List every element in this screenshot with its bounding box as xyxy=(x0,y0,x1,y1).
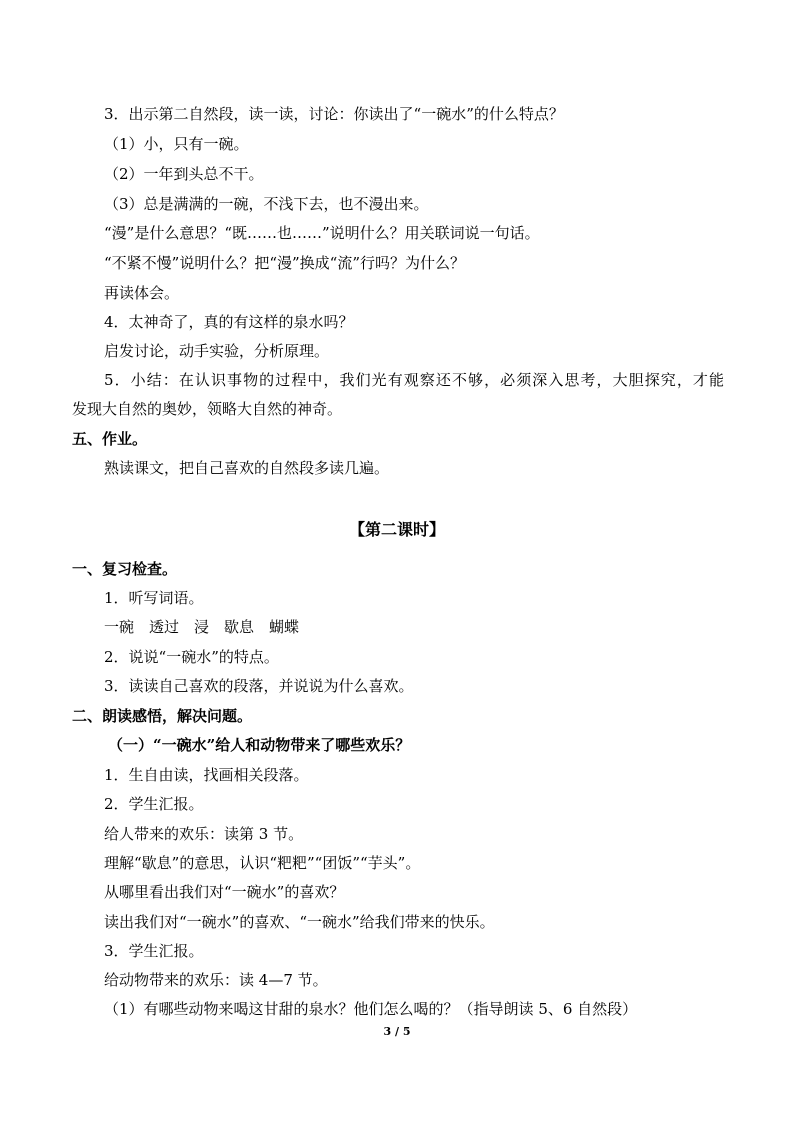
paragraph-line: 理解“歇息”的意思，认识“粑粑”“团饭”“芋头”。 xyxy=(104,854,421,872)
paragraph-line: 发现大自然的奥妙，领略大自然的神奇。 xyxy=(72,400,343,418)
paragraph-line: 3．出示第二自然段，读一读，讨论：你读出了“一碗水”的什么特点？ xyxy=(104,105,564,123)
paragraph-line: 启发讨论，动手实验，分析原理。 xyxy=(104,342,330,360)
paragraph-line: 给动物带来的欢乐：读 4—7 节。 xyxy=(104,971,328,989)
paragraph-line: “漫”是什么意思？“既……也……”说明什么？用关联词说一句话。 xyxy=(104,224,540,242)
paragraph-line: 2．说说“一碗水”的特点。 xyxy=(104,648,279,666)
paragraph-line: 熟读课文，把自己喜欢的自然段多读几遍。 xyxy=(104,459,390,477)
section-heading: 五、作业。 xyxy=(72,430,148,448)
paragraph-line: （1）有哪些动物来喝这甘甜的泉水？他们怎么喝的？（指导朗读 5、6 自然段） xyxy=(104,1000,638,1018)
paragraph-line: （2）一年到头总不干。 xyxy=(104,165,264,183)
paragraph-line: （1）小，只有一碗。 xyxy=(104,135,249,153)
paragraph-line: 1．生自由读，找画相关段落。 xyxy=(104,766,309,784)
paragraph-line: 2．学生汇报。 xyxy=(104,795,204,813)
paragraph-line: （3）总是满满的一碗，不浅下去，也不漫出来。 xyxy=(104,195,429,213)
paragraph-line: 读出我们对“一碗水”的喜欢、“一碗水”给我们带来的快乐。 xyxy=(104,913,495,931)
lesson-title: 【第二课时】 xyxy=(348,520,445,539)
section-heading: 一、复习检查。 xyxy=(72,560,178,578)
section-heading: 二、朗读感悟，解决问题。 xyxy=(72,707,253,725)
paragraph-line: 从哪里看出我们对“一碗水”的喜欢？ xyxy=(104,883,345,901)
subsection-heading: （一）“一碗水”给人和动物带来了哪些欢乐？ xyxy=(108,736,411,754)
page-number: 3 / 5 xyxy=(383,1025,411,1038)
paragraph-line: 再读体会。 xyxy=(104,284,180,302)
paragraph-line: 3．学生汇报。 xyxy=(104,942,204,960)
paragraph-line: 4．太神奇了，真的有这样的泉水吗？ xyxy=(104,313,354,331)
paragraph-line: 5．小结：在认识事物的过程中，我们光有观察还不够，必须深入思考，大胆探究，才能 xyxy=(104,371,724,389)
paragraph-line: 3．读读自己喜欢的段落，并说说为什么喜欢。 xyxy=(104,677,414,695)
vocabulary-line: 一碗 透过 浸 歇息 蝴蝶 xyxy=(104,618,300,636)
paragraph-line: 给人带来的欢乐：读第 3 节。 xyxy=(104,825,304,843)
paragraph-line: 1．听写词语。 xyxy=(104,589,204,607)
paragraph-line: “不紧不慢”说明什么？把“漫”换成“流”行吗？为什么？ xyxy=(104,254,466,272)
